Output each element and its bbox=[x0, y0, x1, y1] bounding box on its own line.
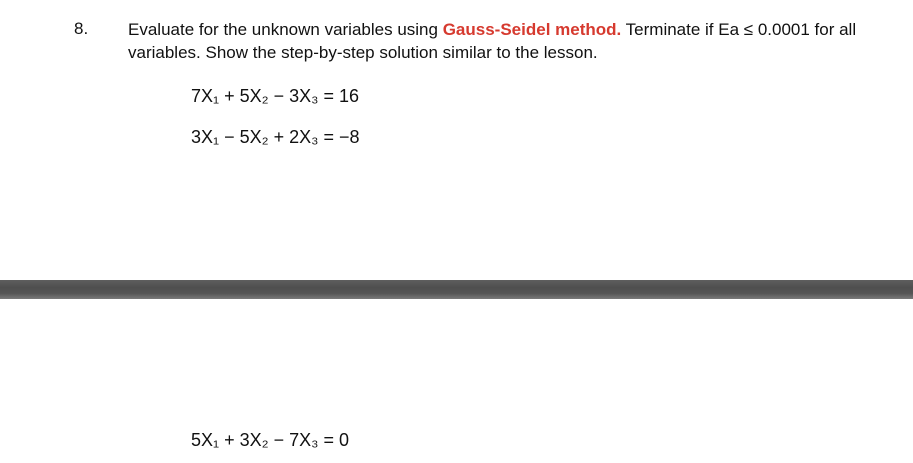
question-text-instructions: Terminate if Ea ≤ 0.0001 for all variables. Show the step-by-step solution similar to the lesson. bbox=[128, 20, 857, 62]
equation-1: 7X₁ + 5X₂ − 3X₃ = 16 bbox=[191, 86, 360, 106]
equation-3: 5X₁ + 3X₂ − 7X₃ = 0 bbox=[191, 430, 349, 450]
question-text-intro: Evaluate for the unknown variables using bbox=[128, 20, 443, 39]
method-name: Gauss-Seidel method. bbox=[442, 20, 622, 39]
question-text bbox=[128, 18, 888, 64]
question-number: 8. bbox=[74, 19, 89, 38]
page-break-divider bbox=[0, 280, 913, 299]
page-bottom bbox=[0, 299, 913, 463]
equation-2: 3X₁ − 5X₂ + 2X₃ = −8 bbox=[191, 127, 360, 147]
